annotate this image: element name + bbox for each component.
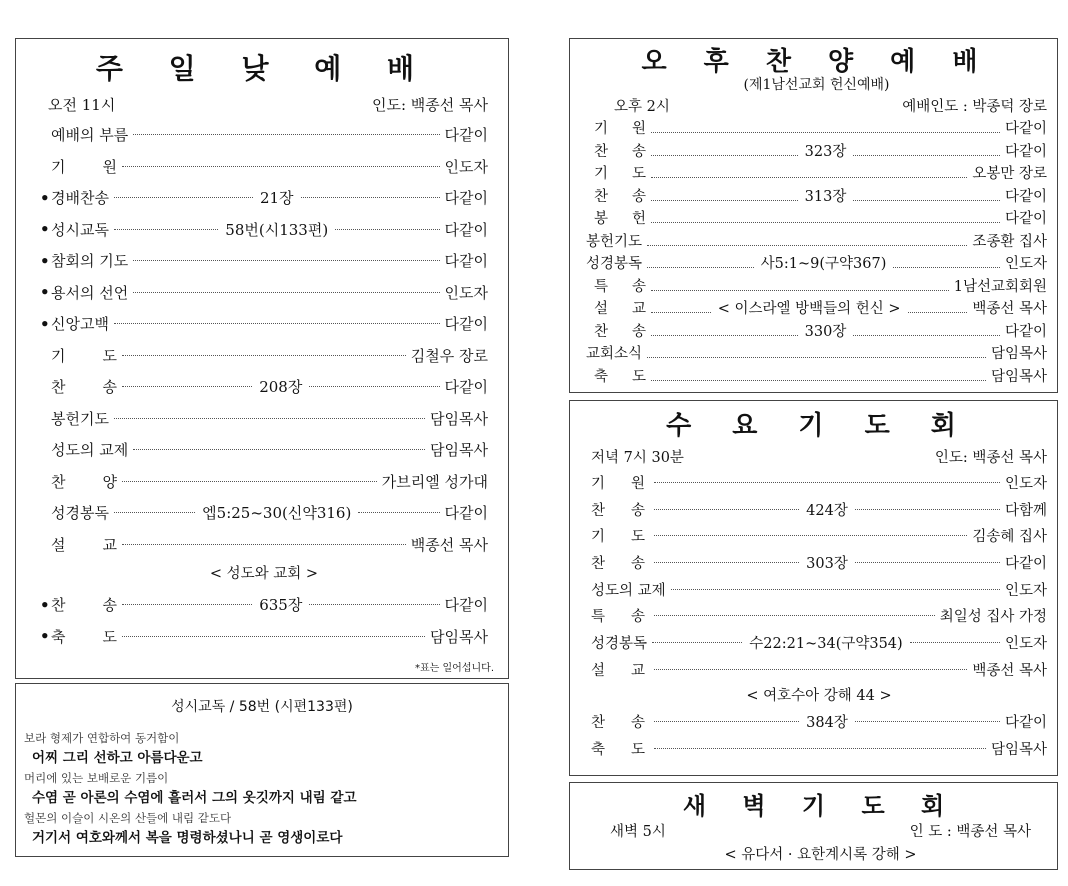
item-responsible: 인도자 — [1004, 635, 1047, 652]
item-label-part: 도 — [631, 368, 646, 385]
item-label-part: 설 — [594, 301, 609, 317]
item-label — [591, 659, 649, 680]
item-label-part: 송 — [630, 502, 645, 519]
item-label-part: 도 — [630, 742, 645, 759]
dot-leader — [122, 636, 425, 637]
item-responsible: 가브리엘 성가대 — [381, 472, 488, 491]
item-label-part: 봉 — [594, 211, 609, 227]
dot-leader — [651, 155, 798, 156]
item-label: 신앙고백 — [51, 315, 109, 334]
service-leader: 인도: 백종선 목사 — [934, 450, 1047, 466]
service-item-row — [40, 371, 488, 403]
standing-marker: • — [40, 595, 50, 614]
item-label — [586, 365, 646, 386]
dot-leader — [651, 380, 986, 381]
sermon-series: < 유다서 · 요한계시록 강해 > — [724, 847, 917, 863]
item-label-part: 송 — [102, 378, 117, 397]
item-label: 성경봉독 — [586, 256, 643, 272]
dot-leader — [114, 197, 253, 198]
afternoon-service-subtitle: (제1남선교회 헌신예배) — [743, 77, 890, 93]
item-label-part: 교 — [631, 301, 646, 317]
item-responsible: 김철우 장로 — [410, 346, 488, 365]
service-item-row — [40, 151, 488, 183]
item-responsible: 담임목사 — [990, 346, 1047, 362]
dot-leader — [651, 312, 711, 313]
item-responsible: 인도자 — [444, 283, 488, 302]
item-label — [591, 605, 649, 626]
item-label — [51, 345, 117, 366]
item-responsible: 다같이 — [444, 596, 489, 615]
service-item-row — [591, 522, 1047, 549]
item-label-part: 송 — [631, 188, 646, 205]
service-item-row — [40, 214, 488, 246]
item-responsible: 다같이 — [1004, 143, 1047, 160]
service-time: 새벽 5시 — [610, 824, 666, 840]
item-detail: 21장 — [259, 189, 294, 208]
item-detail: 58번(시133편) — [225, 220, 329, 239]
item-label-part: 도 — [630, 529, 645, 546]
standing-marker: • — [40, 220, 50, 239]
item-label — [51, 376, 117, 397]
item-label-part: 찬 — [594, 323, 609, 340]
order-of-service-list — [591, 469, 1047, 683]
item-label-part: 특 — [591, 609, 606, 626]
service-item-row — [40, 403, 488, 435]
item-responsible: 인도자 — [1004, 475, 1047, 492]
dot-leader — [335, 229, 439, 230]
service-leader: 인 도 : 백종선 목사 — [909, 824, 1031, 840]
item-responsible: 담임목사 — [430, 409, 488, 428]
item-label-part: 도 — [631, 166, 646, 182]
item-detail: 사5:1~9(구약367) — [760, 256, 887, 272]
dot-leader — [853, 200, 1000, 201]
order-of-service-list-closing — [40, 589, 488, 652]
item-detail: 330장 — [804, 323, 847, 340]
service-item-row — [586, 185, 1047, 208]
service-leader: 인도: 백종선 목사 — [371, 96, 488, 114]
dot-leader — [671, 589, 1000, 590]
item-responsible: 다같이 — [444, 504, 489, 523]
dot-leader — [910, 642, 1000, 643]
item-label-part: 찬 — [594, 143, 609, 160]
item-label-part: 찬 — [591, 555, 606, 572]
service-item-row — [591, 656, 1047, 683]
item-label — [51, 594, 117, 615]
dot-leader — [893, 267, 1000, 268]
responsive-reading-panel — [15, 683, 509, 857]
service-item-row — [591, 629, 1047, 656]
service-item-row — [40, 529, 488, 561]
item-label-part: 송 — [631, 323, 646, 340]
standing-marker: • — [40, 627, 50, 646]
dot-leader — [114, 323, 440, 324]
dot-leader — [651, 132, 1000, 133]
service-item-row — [40, 277, 488, 309]
dot-leader — [855, 721, 1000, 722]
service-item-row — [586, 207, 1047, 230]
service-item-row — [40, 621, 488, 653]
item-responsible: 담임목사 — [430, 441, 488, 460]
item-label-part: 특 — [594, 278, 609, 295]
item-label-part: 도 — [102, 627, 117, 646]
dot-leader — [853, 335, 1000, 336]
dot-leader — [908, 312, 968, 313]
item-label-part: 찬 — [591, 502, 606, 519]
item-label — [591, 552, 649, 573]
item-label — [591, 738, 649, 759]
reading-line-leader: 보라 형제가 연합하여 동거함이 — [24, 731, 180, 745]
item-label — [591, 499, 649, 520]
item-label: 예배의 부름 — [51, 126, 129, 145]
dot-leader — [122, 604, 252, 605]
item-label-part: 원 — [630, 475, 645, 492]
item-label — [586, 117, 646, 138]
dot-leader — [647, 245, 967, 246]
item-label — [586, 297, 646, 318]
item-label: 경배찬송 — [51, 189, 109, 208]
item-responsible: 담임목사 — [430, 627, 488, 646]
item-label-part: 송 — [631, 278, 646, 295]
service-item-row — [591, 576, 1047, 603]
item-label-part: 송 — [630, 715, 645, 732]
dot-leader — [853, 155, 1000, 156]
dot-leader — [301, 197, 440, 198]
afternoon-service-title: 오 후 찬 양 예 배 — [641, 47, 992, 77]
item-label-part: 찬 — [51, 378, 66, 397]
item-label — [51, 534, 117, 555]
item-detail: 엡5:25~30(신약316) — [202, 504, 352, 523]
item-responsible: 인도자 — [444, 157, 488, 176]
order-of-service-list-closing — [591, 709, 1047, 762]
item-responsible: 백종선 목사 — [972, 662, 1047, 679]
item-label: 성도의 교제 — [51, 441, 129, 460]
dot-leader — [133, 260, 439, 261]
service-item-row — [40, 497, 488, 529]
item-label-part: 원 — [631, 121, 646, 137]
standing-marker: • — [40, 251, 50, 270]
sunday-service-header — [48, 94, 488, 115]
item-responsible: 다함께 — [1004, 502, 1047, 519]
service-item-row — [40, 245, 488, 277]
item-label-part: 기 — [51, 346, 66, 365]
item-label-part: 축 — [51, 627, 66, 646]
sunday-service-title: 주 일 낮 예 배 — [95, 52, 433, 85]
item-label-part: 헌 — [631, 211, 646, 227]
item-label: 용서의 선언 — [51, 283, 129, 302]
order-of-service-list — [586, 117, 1047, 387]
service-item-row — [586, 140, 1047, 163]
wednesday-prayer-header — [591, 447, 1047, 469]
service-leader: 예배인도 : 박종덕 장로 — [902, 99, 1047, 115]
dot-leader — [654, 482, 1000, 483]
item-label: 참회의 기도 — [51, 252, 129, 271]
item-label-part: 송 — [630, 609, 645, 626]
dot-leader — [133, 134, 439, 135]
item-responsible: 다같이 — [1004, 555, 1047, 572]
item-label-part: 찬 — [594, 188, 609, 205]
dot-leader — [133, 449, 425, 450]
dot-leader — [309, 604, 439, 605]
dot-leader — [122, 166, 440, 167]
item-responsible: 다같이 — [444, 378, 489, 397]
wednesday-prayer-panel — [569, 400, 1058, 776]
service-item-row — [586, 297, 1047, 320]
reading-line-leader: 머리에 있는 보배로운 기름이 — [24, 771, 169, 785]
item-responsible: 담임목사 — [990, 368, 1047, 385]
sermon-title: < 성도와 교회 > — [209, 566, 319, 582]
item-responsible: 다같이 — [1004, 715, 1047, 732]
service-item-row — [586, 275, 1047, 298]
dot-leader — [114, 418, 425, 419]
item-label-part: 교 — [102, 535, 117, 554]
item-label-part: 기 — [591, 529, 606, 546]
item-label-part: 기 — [591, 475, 606, 492]
dot-leader — [652, 642, 742, 643]
service-time: 저녁 7시 30분 — [591, 450, 684, 466]
item-label-part: 기 — [594, 121, 609, 137]
dot-leader — [651, 222, 1000, 223]
order-of-service-list — [40, 119, 488, 560]
item-label — [591, 472, 649, 493]
dot-leader — [647, 267, 754, 268]
service-item-row — [40, 434, 488, 466]
item-label-part: 축 — [594, 368, 609, 385]
standing-note: *표는 일어섭니다. — [415, 663, 494, 674]
service-item-row — [591, 469, 1047, 496]
service-item-row — [586, 117, 1047, 140]
dot-leader — [122, 544, 406, 545]
service-item-row — [591, 602, 1047, 629]
dot-leader — [651, 335, 798, 336]
afternoon-service-panel — [569, 38, 1058, 393]
item-label-part: 송 — [631, 143, 646, 160]
item-label: 봉헌기도 — [51, 409, 109, 428]
item-responsible: 인도자 — [1004, 582, 1047, 599]
item-detail: 208장 — [259, 378, 303, 397]
dot-leader — [654, 562, 799, 563]
reading-title: 성시교독 / 58번 (시편133편) — [171, 699, 353, 715]
service-item-row — [40, 119, 488, 151]
item-label-part: 교 — [630, 662, 645, 679]
item-responsible: 최일성 집사 가정 — [939, 609, 1047, 626]
item-label: 성시교독 — [51, 220, 109, 239]
service-time: 오전 11시 — [48, 96, 116, 114]
dawn-prayer-header — [610, 821, 1031, 843]
item-detail: 384장 — [806, 715, 848, 732]
dot-leader — [114, 512, 195, 513]
item-label: 봉헌기도 — [586, 233, 643, 250]
item-label — [51, 156, 117, 177]
item-label — [591, 711, 649, 732]
dot-leader — [654, 721, 799, 722]
item-responsible: 인도자 — [1004, 256, 1048, 272]
service-item-row — [40, 308, 488, 340]
dawn-prayer-title: 새 벽 기 도 회 — [682, 792, 959, 820]
item-detail: 수22:21~34(구약354) — [749, 635, 903, 652]
dot-leader — [122, 386, 252, 387]
reading-line-leader: 헐몬의 이슬이 시온의 산들에 내림 같도다 — [24, 811, 232, 825]
service-item-row — [586, 365, 1047, 388]
item-label-part: 기 — [594, 166, 609, 182]
dot-leader — [358, 512, 439, 513]
wednesday-prayer-title: 수 요 기 도 회 — [666, 411, 972, 441]
item-responsible: 1남선교회회원 — [953, 278, 1047, 295]
item-responsible: 백종선 목사 — [410, 535, 488, 554]
service-item-row — [591, 496, 1047, 523]
dot-leader — [654, 509, 799, 510]
reading-lines — [24, 728, 500, 848]
item-label — [586, 207, 646, 228]
dot-leader — [654, 615, 935, 616]
item-detail: 313장 — [804, 188, 847, 205]
reading-line-congregation: 수염 곧 아론의 수염에 흘러서 그의 옷깃까지 내림 같고 — [32, 790, 357, 806]
dot-leader — [114, 229, 218, 230]
dot-leader — [122, 355, 406, 356]
item-label-part: 송 — [102, 596, 117, 615]
service-item-row — [586, 320, 1047, 343]
item-responsible: 다같이 — [1004, 121, 1047, 137]
sunday-service-panel — [15, 38, 509, 679]
standing-marker: • — [40, 283, 50, 302]
item-label-part: 찬 — [591, 715, 606, 732]
dot-leader — [651, 200, 798, 201]
service-item-row — [40, 340, 488, 372]
item-responsible: 담임목사 — [990, 742, 1047, 759]
item-detail: 323장 — [804, 143, 847, 160]
item-label-part: 송 — [630, 555, 645, 572]
standing-marker: • — [40, 188, 50, 207]
item-responsible: 다같이 — [1004, 211, 1047, 227]
dot-leader — [654, 748, 986, 749]
item-label-part: 설 — [591, 662, 606, 679]
item-detail: 303장 — [806, 555, 848, 572]
item-responsible: 다같이 — [1004, 188, 1047, 205]
item-responsible: 다같이 — [444, 220, 489, 239]
item-label — [51, 626, 117, 647]
service-item-row — [586, 252, 1047, 275]
dot-leader — [309, 386, 439, 387]
item-responsible: 다같이 — [444, 126, 488, 145]
service-time: 오후 2시 — [614, 99, 670, 115]
item-label — [586, 162, 646, 183]
sermon-title: < 여호수아 강해 44 > — [746, 687, 892, 704]
item-label: 성도의 교제 — [591, 582, 666, 599]
item-responsible: 조종환 집사 — [972, 233, 1047, 250]
dot-leader — [647, 357, 986, 358]
item-label-part: 양 — [102, 472, 117, 491]
item-label — [586, 140, 646, 161]
dot-leader — [654, 669, 967, 670]
item-label-part: 기 — [51, 157, 66, 176]
dot-leader — [651, 290, 949, 291]
dawn-prayer-panel — [569, 782, 1058, 870]
reading-line-congregation: 어찌 그리 선하고 아름다운고 — [32, 750, 203, 766]
item-responsible: 오봉만 장로 — [972, 166, 1047, 182]
item-label — [586, 275, 646, 296]
service-item-row — [40, 466, 488, 498]
item-label-part: 도 — [102, 346, 117, 365]
item-label-part: 설 — [51, 535, 66, 554]
item-label-part: 축 — [591, 742, 606, 759]
item-responsible: 백종선 목사 — [972, 301, 1047, 317]
item-responsible: 다같이 — [444, 315, 488, 334]
afternoon-service-header — [614, 97, 1047, 117]
service-item-row — [586, 230, 1047, 253]
service-item-row — [591, 735, 1047, 762]
service-item-row — [586, 162, 1047, 185]
service-item-row — [40, 589, 488, 621]
standing-marker: • — [40, 314, 50, 333]
dot-leader — [654, 535, 967, 536]
service-item-row — [40, 182, 488, 214]
reading-line-congregation: 거기서 여호와께서 복을 명령하셨나니 곧 영생이로다 — [32, 830, 343, 846]
dot-leader — [122, 481, 377, 482]
item-detail: < 이스라엘 방백들의 헌신 > — [717, 301, 901, 317]
item-label — [591, 525, 649, 546]
item-label: 성경봉독 — [591, 635, 648, 652]
item-detail: 424장 — [806, 502, 848, 519]
service-item-row — [586, 342, 1047, 365]
item-label-part: 원 — [102, 157, 117, 176]
dot-leader — [855, 509, 1000, 510]
item-label — [586, 320, 646, 341]
dot-leader — [855, 562, 1000, 563]
item-label — [586, 185, 646, 206]
item-responsible: 다같이 — [444, 189, 488, 208]
item-label — [51, 471, 117, 492]
item-label-part: 찬 — [51, 472, 66, 491]
item-detail: 635장 — [259, 596, 303, 615]
item-responsible: 다같이 — [444, 252, 488, 271]
service-item-row — [591, 549, 1047, 576]
item-label: 성경봉독 — [51, 504, 109, 523]
item-responsible: 김송혜 집사 — [972, 529, 1047, 546]
item-label: 교회소식 — [586, 346, 643, 362]
item-label-part: 찬 — [51, 596, 66, 615]
item-responsible: 다같이 — [1004, 323, 1047, 340]
service-item-row — [591, 709, 1047, 736]
dot-leader — [651, 177, 967, 178]
dot-leader — [133, 292, 439, 293]
